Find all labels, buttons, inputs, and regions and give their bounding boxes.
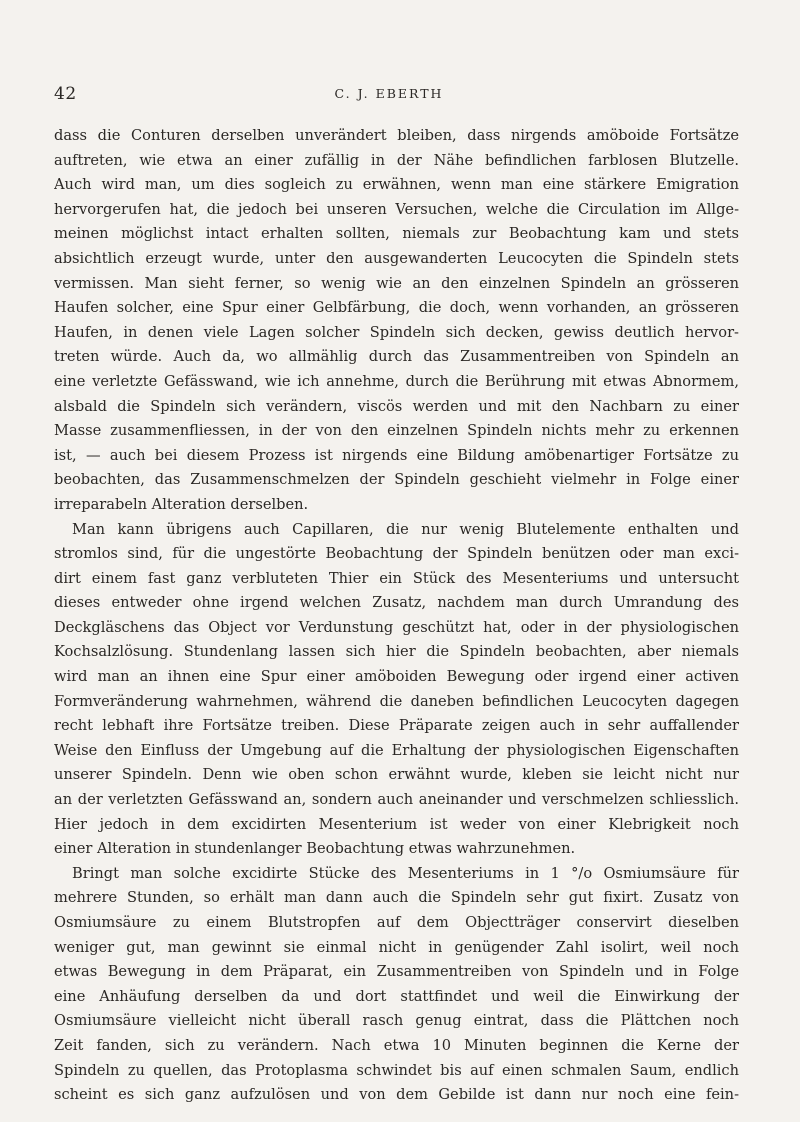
text-line: Spindeln zu quellen, das Protoplasma schwindet bis auf einen schmalen Saum, endlich [54,1061,739,1079]
text-line: alsbald die Spindeln sich verändern, viscös werden und mit den Nachbarn zu einer [54,397,739,415]
text-line: treten würde. Auch da, wo allmählig durch das Zusammentreiben von Spindeln an [54,348,739,366]
text-line: Haufen, in denen viele Lagen solcher Spindeln sich decken, gewiss deutlich hervor- [54,323,739,341]
text-line: auftreten, wie etwa an einer zufällig in der Nähe befindlichen farblosen Blutzelle. [54,151,739,169]
text-line: scheint es sich ganz aufzulösen und von dem Gebilde ist dann nur noch eine fein- [54,1086,739,1104]
text-line: Masse zusammenfliessen, in der von den einzelnen Spindeln nichts mehr zu erkennen [54,422,739,440]
text-line: irreparabeln Alteration derselben. [54,495,309,513]
text-line: weniger gut, man gewinnt sie einmal nicht in genügender Zahl isolirt, weil noch [54,938,739,956]
text-line: hervorgerufen hat, die jedoch bei unseren Versuchen, welche die Circulation im Allge- [54,200,739,218]
text-line: etwas Bewegung in dem Präparat, ein Zusammentreiben von Spindeln und in Folge [54,963,739,981]
text-line: Zeit fanden, sich zu verändern. Nach etwa 10 Minuten beginnen die Kerne der [54,1036,739,1054]
text-line: Hier jedoch in dem excidirten Mesenterium ist weder von einer Klebrigkeit noch [54,815,739,833]
text-line: vermissen. Man sieht ferner, so wenig wie an den einzelnen Spindeln an grösseren [54,274,739,292]
text-line: Auch wird man, um dies sogleich zu erwähnen, wenn man eine stärkere Emigration [54,176,739,194]
text-line: eine verletzte Gefässwand, wie ich annehme, durch die Berührung mit etwas Abnormem, [54,372,739,390]
page-header [54,84,724,106]
page-number: 42 [54,84,77,104]
text-line: Weise den Einfluss der Umgebung auf die Erhaltung der physiologischen Eigenschaften [54,741,739,759]
text-line: recht lebhaft ihre Fortsätze treiben. Diese Präparate zeigen auch in sehr auffallender [54,717,739,735]
text-line: eine Anhäufung derselben da und dort stattfindet und weil die Einwirkung der [54,987,739,1005]
text-line: Osmiumsäure vielleicht nicht überall rasch genug eintrat, dass die Plättchen noch [54,1012,739,1030]
text-line: Haufen solcher, eine Spur einer Gelbfärbung, die doch, wenn vorhanden, an grösseren [54,299,739,317]
text-line: einer Alteration in stundenlanger Beobachtung etwas wahrzunehmen. [54,840,576,858]
text-line: dieses entweder ohne irgend welchen Zusatz, nachdem man durch Umrandung des [54,594,739,612]
text-line: Osmiumsäure zu einem Blutstropfen auf dem Objectträger conservirt dieselben [54,914,739,931]
running-title: C. J. EBERTH [334,86,444,101]
text-line: ist, — auch bei diesem Prozess ist nirgends eine Bildung amöbenartiger Fortsätze zu [54,446,739,464]
text-line: unserer Spindeln. Denn wie oben schon erwähnt wurde, kleben sie leicht nicht nur [54,766,739,784]
text-line: stromlos sind, für die ungestörte Beobachtung der Spindeln benützen oder man exci- [54,545,739,563]
text-line: meinen möglichst intact erhalten sollten, niemals zur Beobachtung kam und stets [54,225,739,243]
text-line: beobachten, das Zusammenschmelzen der Spindeln geschieht vielmehr in Folge einer [54,471,739,489]
text-line: mehrere Stunden, so erhält man dann auch die Spindeln sehr gut fixirt. Zusatz von [54,889,739,907]
text-line: wird man an ihnen eine Spur einer amöboiden Bewegung oder irgend einer activen [54,668,739,686]
text-line: Bringt man solche excidirte Stücke des Mesenteriums in 1 °/o Osmiumsäure für [72,864,739,882]
text-line: absichtlich erzeugt wurde, unter den ausgewanderten Leucocyten die Spindeln stets [54,249,739,267]
body-text [54,124,739,1108]
text-line: dass die Conturen derselben unverändert bleiben, dass nirgends amöboide Fortsätze [54,127,739,144]
text-line: an der verletzten Gefässwand an, sondern auch aneinander und verschmelzen schliesslich. [54,791,739,809]
text-line: dirt einem fast ganz verbluteten Thier ein Stück des Mesenteriums und untersucht [54,569,739,587]
text-line: Kochsalzlösung. Stundenlang lassen sich hier die Spindeln beobachten, aber niemals [54,643,739,661]
text-line: Formveränderung wahrnehmen, während die daneben befindlichen Leucocyten dagegen [54,692,739,710]
text-line: Man kann übrigens auch Capillaren, die nur wenig Blutelemente enthalten und [72,520,739,538]
text-line: Deckgläschens das Object vor Verdunstung geschützt hat, oder in der physiologischen [54,618,739,636]
